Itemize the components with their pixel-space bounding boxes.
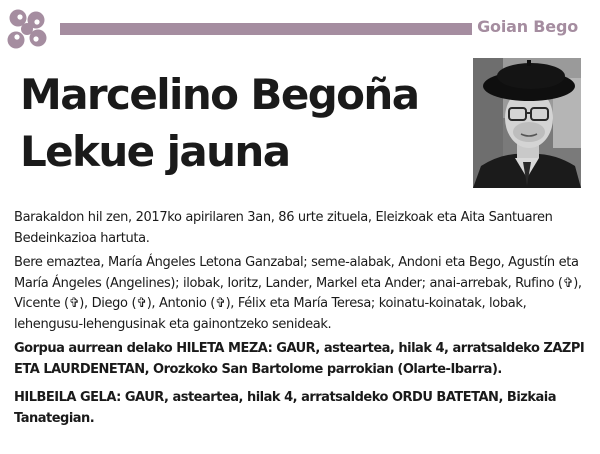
family-paragraph: Bere emaztea, María Ángeles Letona Ganzabal; seme-alabak, Andoni eta Bego, Agustín eta María Ángeles (Angelines); ilobak, Ioritz, Lander, Markel eta Ander; anai-arrebak, Rufino (✞), Vicente (✞), Diego (✞), Antonio (✞), Félix eta María Teresa; koinatu-koinatak, lobak, lehengusu-lehengusinak eta gainontzeko senideak.: [14, 255, 582, 332]
funeral-home-name: Goian Bego: [477, 17, 578, 36]
deceased-name-line1: Marcelino Begoña: [20, 70, 419, 119]
portrait-illustration: [473, 58, 581, 188]
lauburu-icon: [4, 6, 50, 52]
portrait-photo: [473, 58, 581, 188]
header: [0, 0, 600, 50]
burial-paragraph: HILBEILA GELA: GAUR, asteartea, hilak 4, arratsaldeko ORDU BATETAN, Bizkaia Tanategian.: [14, 390, 556, 426]
deceased-name: [20, 66, 460, 180]
header-rule: [60, 23, 472, 35]
death-notice-paragraph: Barakaldon hil zen, 2017ko apirilaren 3an, 86 urte zituela, Eleizkoak eta Aita Santuaren Bedeinkazioa hartuta.: [14, 210, 553, 246]
obituary-body: [14, 208, 589, 433]
funeral-mass-paragraph: Gorpua aurrean delako HILETA MEZA: GAUR, asteartea, hilak 4, arratsaldeko ZAZPI ETA LAURDENETAN, Orozkoko San Bartolome parrokian (Olarte-Ibarra).: [14, 341, 585, 377]
deceased-name-line2: Lekue jauna: [20, 127, 290, 176]
